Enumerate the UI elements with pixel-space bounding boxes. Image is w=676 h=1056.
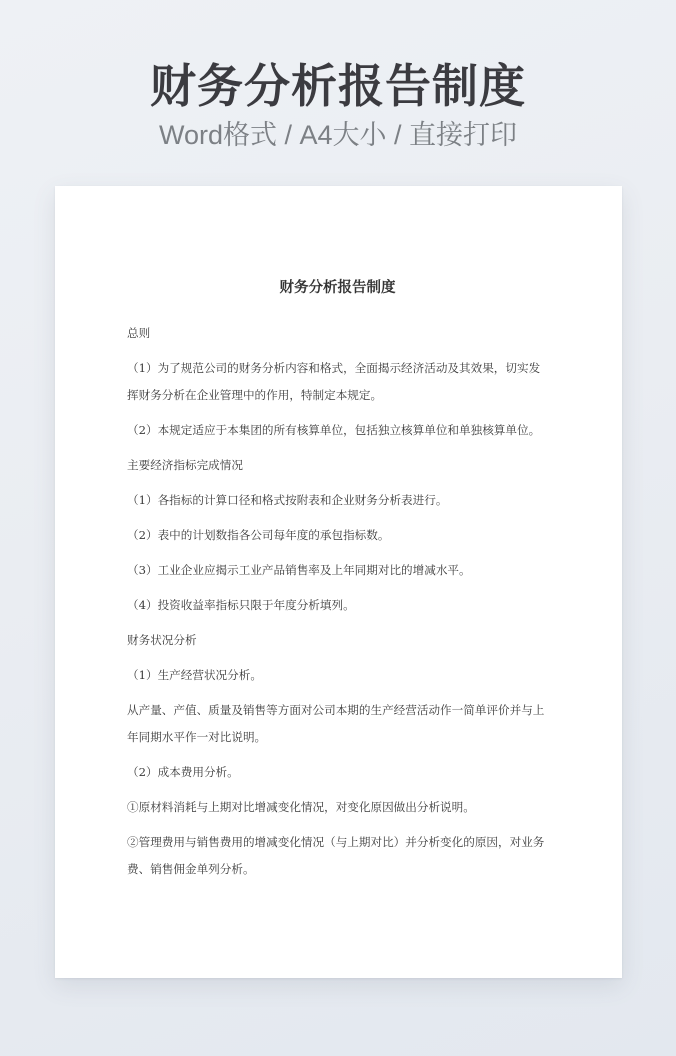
paragraph: （3）工业企业应揭示工业产品销售率及上年同期对比的增减水平。 (127, 563, 471, 577)
header (0, 0, 676, 151)
paragraph: （1）为了规范公司的财务分析内容和格式，全面揭示经济活动及其效果，切实发挥财务分析在企业管理中的作用，特制定本规定。 (127, 361, 541, 402)
document-page (55, 186, 622, 978)
section-heading: 总则 (127, 326, 151, 340)
paragraph: ①原材料消耗与上期对比增减变化情况，对变化原因做出分析说明。 (127, 800, 475, 814)
paragraph: （1）各指标的计算口径和格式按附表和企业财务分析表进行。 (127, 493, 448, 507)
paragraph: ②管理费用与销售费用的增减变化情况（与上期对比）并分析变化的原因，对业务费、销售佣金单列分析。 (127, 835, 545, 876)
document-body (127, 320, 548, 883)
section-heading: 财务状况分析 (127, 633, 197, 647)
section-heading: 主要经济指标完成情况 (127, 458, 243, 472)
page-title: 财务分析报告制度 (150, 60, 526, 112)
paragraph: 从产量、产值、质量及销售等方面对公司本期的生产经营活动作一简单评价并与上年同期水平作一对比说明。 (127, 703, 545, 744)
page-subtitle: Word格式 / A4大小 / 直接打印 (158, 120, 518, 150)
document-title: 财务分析报告制度 (279, 279, 396, 296)
paragraph: （1）生产经营状况分析。 (127, 668, 262, 682)
paragraph: （2）表中的计划数指各公司每年度的承包指标数。 (127, 528, 390, 542)
paragraph: （2）本规定适应于本集团的所有核算单位，包括独立核算单位和单独核算单位。 (127, 423, 541, 437)
paragraph: （2）成本费用分析。 (127, 765, 239, 779)
paragraph: （4）投资收益率指标只限于年度分析填列。 (127, 598, 355, 612)
